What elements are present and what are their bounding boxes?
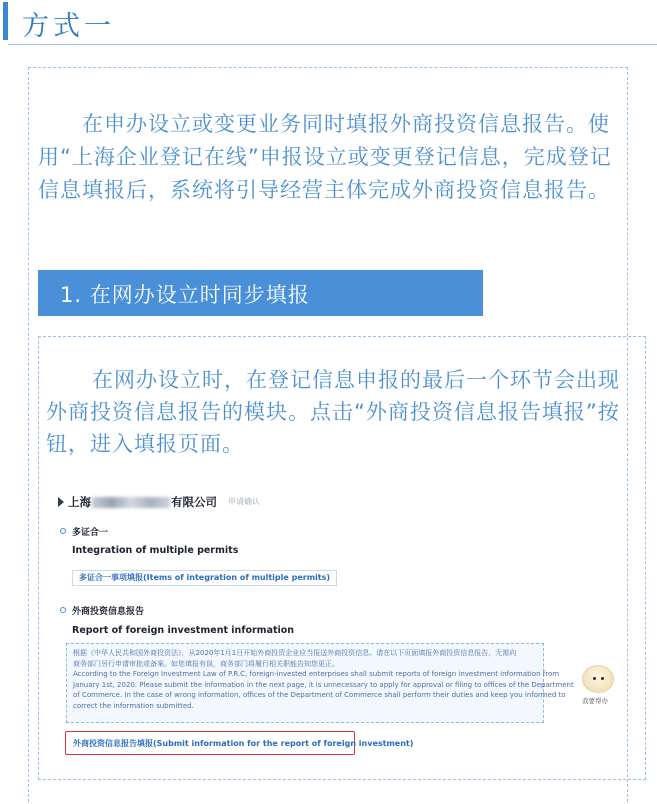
- section-title: 1. 在网办设立时同步填报: [60, 283, 310, 307]
- embedded-screenshot: [50, 480, 630, 770]
- notice-line: January 1st, 2020. Please submit the information in the next page, it is unnecessary to apply for approval or filing to offices of the Department: [73, 680, 574, 689]
- notice-line: 商务部门另行申请审批或备案。如您填报有误，商务部门将履行相关职能告知您更正。: [73, 659, 339, 668]
- submit-foreign-investment-label: 外商投资信息报告填报(Submit information for the report of foreign investment): [73, 739, 414, 748]
- item1-title-cn: 多证合一: [72, 528, 109, 538]
- notice-line: of Commerce. In the case of wrong information, offices of the Department of Commerce shall perform their duties and keep you informed to: [73, 691, 566, 699]
- assistant-label: 我要帮办: [582, 697, 608, 705]
- notice-line: correct the information submitted.: [73, 701, 194, 710]
- item2-title-cn: 外商投资信息报告: [72, 607, 145, 617]
- mascot-eye: [601, 677, 604, 680]
- mascot-eye: [593, 677, 596, 680]
- notice-box: [66, 643, 574, 723]
- submit-foreign-investment-button[interactable]: [65, 731, 414, 755]
- intro-paragraph: 在申办设立或变更业务同时填报外商投资信息报告。使用“上海企业登记在线”申报设立或变更登记信息，完成登记信息填报后，系统将引导经营主体完成外商投资信息报告。: [38, 112, 612, 202]
- section-paragraph: 在网办设立时，在登记信息申报的最后一个环节会出现外商投资信息报告的模块。点击“外商投资信息报告填报”按钮，进入填报页面。: [46, 368, 620, 456]
- company-name: 上海 有限公司: [68, 495, 217, 509]
- page-header: [0, 0, 657, 46]
- notice-line: 根据《中华人民共和国外商投资法》，从2020年1月1日开始外商投资企业应当报送外商投资信息。请在以下页面填报外商投资信息报告，无需向: [73, 649, 517, 657]
- page-title: 方式一: [22, 11, 115, 42]
- header-accent-bar: [3, 2, 8, 40]
- item2-title-en: Report of foreign investment information: [72, 625, 295, 636]
- circle-bullet-icon: [60, 607, 66, 613]
- company-status-tag: 申请确认: [228, 497, 260, 506]
- arrow-right-icon: [58, 497, 64, 507]
- mascot-icon: [582, 665, 614, 693]
- circle-bullet-icon: [60, 528, 66, 534]
- header-divider: [8, 44, 657, 45]
- notice-line: According to the Foreign Investment Law of P.R.C, foreign-invested enterprises shall submit reports of foreign investment information from: [73, 670, 560, 678]
- redacted-text: [92, 497, 170, 508]
- item1-title-en: Integration of multiple permits: [72, 545, 239, 556]
- section-header: [38, 270, 483, 316]
- integration-permits-link[interactable]: 多证合一事项填报(Items of integration of multiple permits): [72, 570, 337, 586]
- assistant-widget[interactable]: [578, 665, 618, 709]
